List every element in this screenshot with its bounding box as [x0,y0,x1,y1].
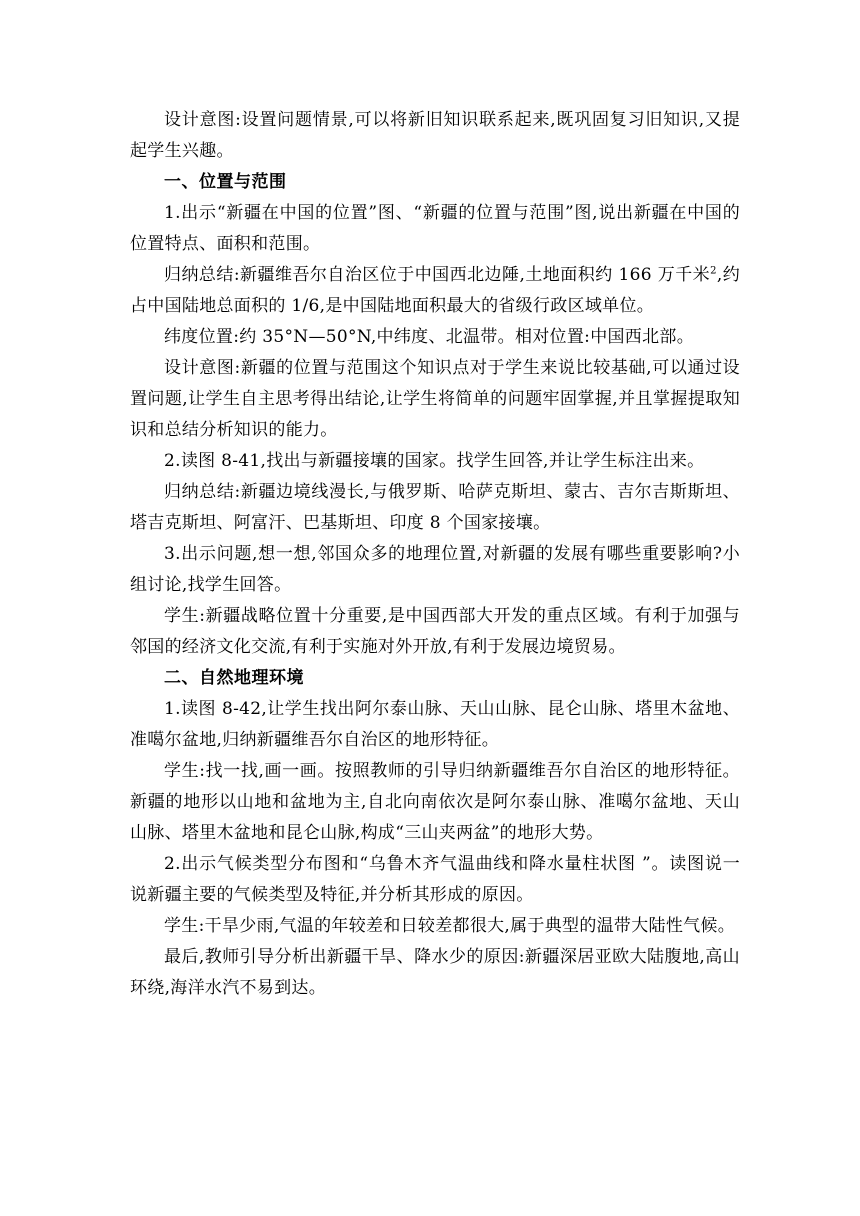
step-paragraph: 1.读图 8-42,让学生找出阿尔泰山脉、天山山脉、昆仑山脉、塔里木盆地、准噶尔盆地,归纳新疆维吾尔自治区的地形特征。 [130,699,740,750]
step-paragraph: 2.读图 8-41,找出与新疆接壤的国家。找学生回答,并让学生标注出来。 [164,451,705,471]
step-paragraph: 2.出示气候类型分布图和“乌鲁木齐气温曲线和降水量柱状图 ”。读图说一说新疆主要的气候类型及特征,并分析其形成的原因。 [130,854,740,905]
section-heading-environment: 二、自然地理环境 [164,668,304,688]
superscript: 2 [710,265,717,277]
step-paragraph: 1.出示“新疆在中国的位置”图、“新疆的位置与范围”图,说出新疆在中国的位置特点、面积和范围。 [130,203,740,254]
conclusion-paragraph: 最后,教师引导分析出新疆干旱、降水少的原因:新疆深居亚欧大陆腹地,高山环绕,海洋水汽不易到达。 [130,947,740,998]
document-body [130,105,740,1004]
student-paragraph: 学生:新疆战略位置十分重要,是中国西部大开发的重点区域。有利于加强与邻国的经济文化交流,有利于实施对外开放,有利于发展边境贸易。 [130,606,740,657]
design-intent-paragraph: 设计意图:新疆的位置与范围这个知识点对于学生来说比较基础,可以通过设置问题,让学生自主思考得出结论,让学生将简单的问题牢固掌握,并且掌握提取知识和总结分析知识的能力。 [130,358,740,440]
summary-text-a: 归纳总结:新疆维吾尔自治区位于中国西北边陲,土地面积约 166 万千米 [164,265,711,285]
summary-text-b: ,约占中国陆地总面积的 1/6,是中国陆地面积最大的省级行政区域单位。 [130,265,740,316]
step-paragraph: 3.出示问题,想一想,邻国众多的地理位置,对新疆的发展有哪些重要影响?小组讨论,找学生回答。 [130,544,740,595]
summary-paragraph [130,260,740,322]
latitude-paragraph: 纬度位置:约 35°N—50°N,中纬度、北温带。相对位置:中国西北部。 [164,327,694,347]
student-paragraph: 学生:找一找,画一画。按照教师的引导归纳新疆维吾尔自治区的地形特征。新疆的地形以山地和盆地为主,自北向南依次是阿尔泰山脉、准噶尔盆地、天山山脉、塔里木盆地和昆仑山脉,构成“三山夹两盆”的地形大势。 [130,761,740,843]
section-heading-location: 一、位置与范围 [164,172,287,192]
summary-paragraph: 归纳总结:新疆边境线漫长,与俄罗斯、哈萨克斯坦、蒙古、吉尔吉斯斯坦、塔吉克斯坦、阿富汗、巴基斯坦、印度 8 个国家接壤。 [130,482,740,533]
student-paragraph: 学生:干旱少雨,气温的年较差和日较差都很大,属于典型的温带大陆性气候。 [164,916,736,936]
design-intent-paragraph: 设计意图:设置问题情景,可以将新旧知识联系起来,既巩固复习旧知识,又提起学生兴趣。 [130,110,740,161]
